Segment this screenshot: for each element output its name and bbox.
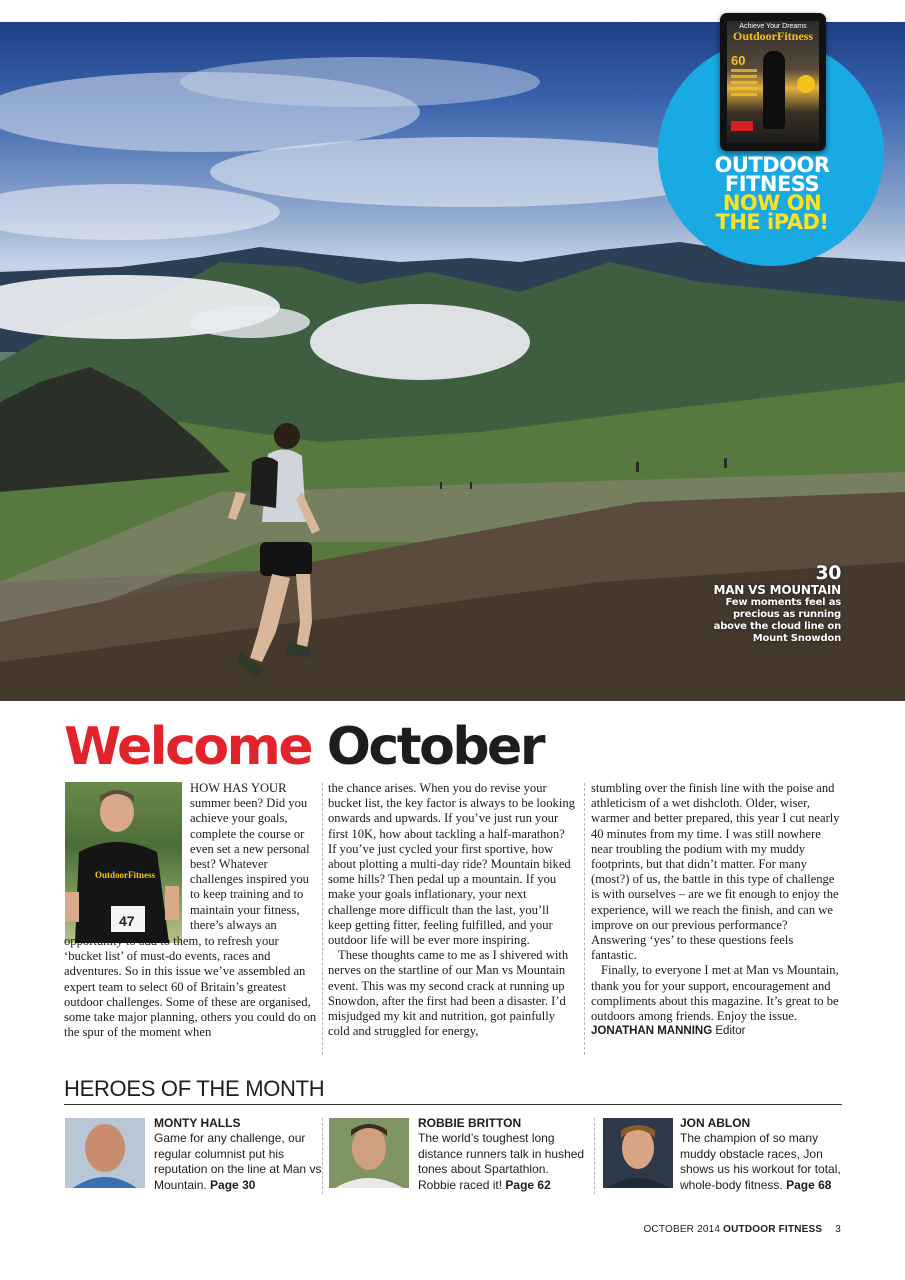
editor-bib-number: 47 <box>119 913 135 929</box>
headline-word-month: October <box>326 717 543 777</box>
hero-avatar <box>603 1118 673 1188</box>
page-footer <box>643 1224 841 1235</box>
caption-line: Mount Snowdon <box>752 633 841 644</box>
article-column-2 <box>328 781 576 1039</box>
caption-line: above the cloud line on <box>713 621 841 632</box>
hero-name: JON ABLON <box>680 1116 751 1130</box>
editor-shirt-logo: OutdoorFitness <box>95 870 156 880</box>
editor-signature <box>591 1024 841 1039</box>
column-divider <box>322 1118 323 1194</box>
caption-line: Few moments feel as <box>725 597 841 608</box>
hero-page-link[interactable]: Page 30 <box>210 1177 256 1192</box>
editor-role: Editor <box>715 1025 746 1038</box>
column-divider <box>584 783 585 1055</box>
ipad-cover-thumbnail[interactable] <box>720 13 826 151</box>
promo-text[interactable] <box>660 153 884 234</box>
editor-portrait-illustration <box>65 782 182 943</box>
cover-number: 60 <box>731 53 746 68</box>
hero-description <box>680 1131 852 1193</box>
promo-line-3: NOW ON <box>722 191 822 215</box>
hero-page-link[interactable]: Page 62 <box>505 1177 551 1192</box>
cover-red-block <box>731 121 753 131</box>
footer-magazine-name: OUTDOOR FITNESS <box>723 1224 823 1235</box>
article-paragraph: stumbling over the finish line with the poise and athleticism of a wet dishcloth. Older, wiser, warmer and better prepared, this year I cut nearly 40 minutes from my time. I was still nowhere near troubling the podium with my muddy footprints, but that didn’t matter. For many (most?) of us, the battle in this type of challenge is with ourselves – are we fit enough to enjoy the experience, will we reach the finish, and can we improve on our previous performance? Answering ‘yes’ to these questions feels fantastic. <box>591 781 840 963</box>
footer-date: OCTOBER 2014 <box>643 1224 721 1235</box>
column-divider <box>322 783 323 1055</box>
hero-name: ROBBIE BRITTON <box>418 1116 522 1130</box>
promo-line-2: FITNESS <box>724 172 820 196</box>
page-headline <box>64 717 543 777</box>
section-divider <box>64 1104 842 1105</box>
hero-description <box>154 1131 326 1193</box>
caption-page-number: 30 <box>815 562 841 584</box>
article-column-1-wrap <box>190 781 318 933</box>
cover-cover-lines <box>731 69 757 99</box>
cover-badge <box>797 75 815 93</box>
promo-line-1: OUTDOOR <box>714 153 830 177</box>
column-divider <box>594 1118 595 1194</box>
editor-photo <box>65 782 182 943</box>
article-column-3 <box>591 781 841 1039</box>
cover-tagline: Achieve Your Dreams <box>739 23 807 30</box>
footer-page-number: 3 <box>835 1224 841 1235</box>
hero-avatar <box>65 1118 145 1188</box>
hero-name: MONTY HALLS <box>154 1116 241 1130</box>
article-paragraph: Finally, to everyone I met at Man vs Mountain, thank you for your support, encouragement and compliments about this magazine. It’s great to be outdoors among friends. Enjoy the issue. <box>591 963 839 1024</box>
photo-caption <box>713 564 841 645</box>
cover-figure-silhouette <box>763 51 785 129</box>
article-paragraph: the chance arises. When you do revise your bucket list, the key factor is always to be looking onwards and upwards. If you’ve just run your first 10K, how about tackling a half-marathon? If you’ve just cycled your first sportive, how about plotting a multi-day ride? Mountain biked some hills? Then pedal up a mountain. If you make your goals inflationary, your next challenge more difficult than the last, you’ll keep getting fitter, feeling fulfilled, and your outdoor life will be ever more inspiring. <box>328 781 575 948</box>
editor-name: JONATHAN MANNING <box>591 1025 713 1038</box>
hero-description <box>418 1131 590 1193</box>
magazine-cover <box>727 21 819 143</box>
article-paragraph: These thoughts came to me as I shivered with nerves on the startline of our Man vs Mountain event. This was my second crack at running up Snowdon, after the first had been a disaster. I’d misjudged my kit and nutrition, got painfully cold and struggled for energy, <box>328 948 569 1039</box>
heroes-section-title: HEROES OF THE MONTH <box>64 1076 325 1101</box>
caption-title: MAN VS MOUNTAIN <box>713 583 841 597</box>
article-paragraph: opportunity to add to them, to refresh your ‘bucket list’ of must-do events, races and adventures. So in this issue we’ve assembled an expert team to select 60 of Britain’s greatest outdoor challenges. Some of these are organised, some take major planning, others you could do on the spur of the moment when <box>64 934 317 1040</box>
cover-masthead: OutdoorFitness <box>732 29 813 43</box>
hero-description-text: Game for any challenge, our regular columnist put his reputation on the line at Man vs Mountain. <box>154 1131 322 1192</box>
article-paragraph: HOW HAS YOUR summer been? Did you achieve your goals, complete the course or even set a new personal best? Whatever challenges inspired you to keep training and to maintain your fitness, there’s always an <box>190 781 310 932</box>
hero-page-link[interactable]: Page 68 <box>786 1177 832 1192</box>
article-column-1-full <box>64 934 318 1040</box>
headline-word-welcome: Welcome <box>64 717 312 777</box>
caption-line: precious as running <box>732 609 841 620</box>
hero-description-text: The champion of so many muddy obstacle races, Jon shows us his workout for total, whole-body fitness. <box>680 1131 841 1192</box>
promo-line-4: THE iPAD! <box>715 210 829 234</box>
hero-avatar <box>329 1118 409 1188</box>
hero-description-text: The world’s toughest long distance runners talk in hushed tones about Spartathlon. Robbie raced it! <box>418 1131 585 1192</box>
